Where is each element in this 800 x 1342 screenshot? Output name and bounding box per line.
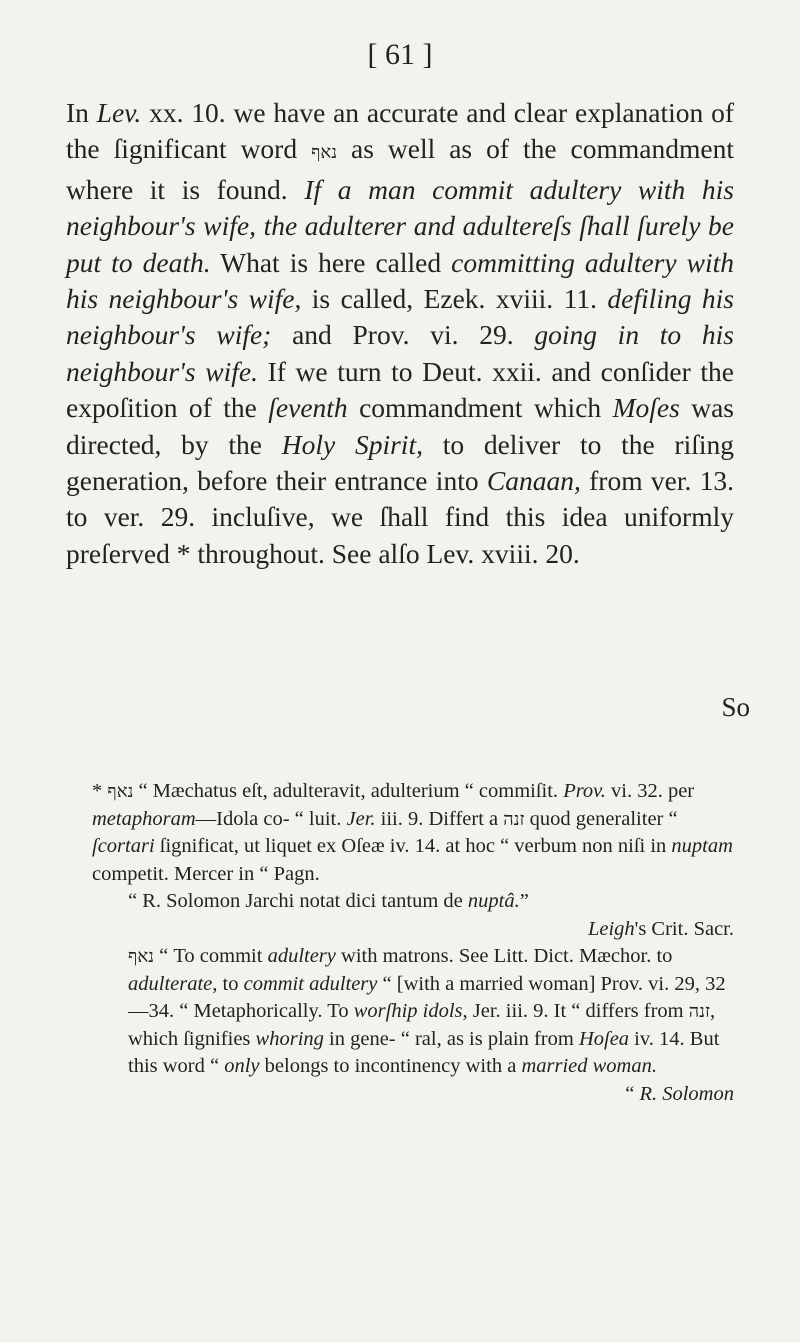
text-run: Moſes <box>612 392 680 424</box>
text-run: ſcortari <box>92 835 155 857</box>
text-run: from ver. 13. to ver. 29. incluſive, we ſhall find this idea uniformly preſerved * throughout. See alſo Lev. xviii. 20. <box>66 465 734 569</box>
text-run: , to <box>212 972 244 995</box>
text-run: “ Mæchatus eſt, adulteravit, adulterium “ commiſit. <box>133 780 564 802</box>
text-run: R. Solomon <box>639 1082 734 1105</box>
text-run: whoring <box>255 1027 324 1050</box>
text-run: adultery <box>267 945 336 967</box>
hebrew-word: נאף <box>128 946 154 967</box>
hebrew-word: זנה <box>503 808 525 830</box>
catchword: So <box>721 692 750 722</box>
footnote-source <box>92 916 734 944</box>
text-run: committing adultery with his neighbour's wife, <box>66 246 734 315</box>
text-run: Canaan, <box>486 465 581 497</box>
text-run: ſeventh <box>268 392 348 424</box>
text-run: only <box>224 1055 260 1077</box>
footnote <box>92 778 734 888</box>
text-run: was directed, by the <box>66 392 734 460</box>
text-run: iv. 14. But this word “ <box>128 1027 720 1077</box>
text-run: “ To commit <box>153 945 268 967</box>
text-run: as well as of the commandment where it is found. <box>66 133 734 205</box>
text-run: Holy Spirit, <box>281 428 423 460</box>
main-text <box>66 95 734 572</box>
text-run: Leigh <box>587 917 635 940</box>
text-run: “ [with a married woman] Prov. vi. 29, 32—34. “ Metaphorically. To <box>128 972 726 1022</box>
text-run: What is here called <box>210 246 452 278</box>
hebrew-word: זנה <box>688 1001 710 1022</box>
main-paragraph <box>66 95 734 572</box>
text-run: Prov. <box>563 780 606 802</box>
text-run: —Idola co- “ luit. <box>195 807 347 830</box>
text-run: ſignificat, ut liquet ex Oſeæ iv. 14. at hoc “ verbum non niſi in <box>154 835 672 857</box>
text-run: adulterate <box>128 972 213 995</box>
hebrew-word: נאף <box>107 781 134 802</box>
text-run: metaphoram <box>92 807 196 830</box>
hebrew-word: נאף <box>311 142 338 164</box>
text-run: , Jer. iii. 9. It “ differs from <box>462 1000 689 1022</box>
text-run: going in to his neighbour's wife. <box>66 319 734 387</box>
text-run: belongs to incontinency with a <box>259 1055 522 1077</box>
text-run: commandment which <box>347 392 613 424</box>
text-run: competit. Mercer in “ Pagn. <box>92 862 320 885</box>
text-run: is called, Ezek. xviii. 11. <box>301 283 608 315</box>
text-run: quod generaliter “ <box>524 807 678 830</box>
text-run: “ R. Solomon Jarchi notat dici tantum de <box>128 890 468 912</box>
text-run: iii. 9. Differt a <box>375 807 504 830</box>
text-run: If we turn to Deut. xxii. and conſider the expoſition of the <box>66 355 734 424</box>
text-run: worſhip idols <box>353 1000 463 1022</box>
text-run: to deliver to the riſing generation, before their entrance into <box>66 428 734 497</box>
text-run: in gene- “ ral, as is plain from <box>323 1027 579 1050</box>
text-run: In <box>66 97 89 128</box>
text-run: Jer. <box>346 807 376 830</box>
footnote <box>92 943 734 1081</box>
footnotes <box>92 778 734 1108</box>
text-run: commit adultery <box>243 972 378 995</box>
text-run: with matrons. See Litt. Dict. Mæchor. to <box>335 945 673 967</box>
text-run: * <box>92 780 108 802</box>
text-run: , which ſignifies <box>128 1000 716 1050</box>
text-run: 's Crit. Sacr. <box>634 917 734 940</box>
text-run: “ <box>625 1082 640 1105</box>
text-run: vi. 32. per <box>605 780 695 802</box>
text-run: nuptâ. <box>467 890 520 912</box>
text-run: ” <box>519 890 529 912</box>
text-run: nuptam <box>671 835 733 857</box>
text-run: If a man commit adultery with his neighbour's wife, the adulterer and adultereſs ſhall ſurely be put to death. <box>66 173 734 278</box>
text-run: xx. 10. we have an accurate and clear explanation of the ſignificant word <box>66 97 735 165</box>
text-run: Hoſea <box>578 1027 630 1050</box>
text-run: Lev. <box>96 97 142 128</box>
text-run: defiling his neighbour's wife; <box>66 283 734 351</box>
text-run: married woman. <box>521 1055 657 1077</box>
footnote-source <box>92 1081 734 1109</box>
text-run: and Prov. vi. 29. <box>271 319 535 351</box>
page-number: [ 61 ] <box>367 38 433 71</box>
footnote <box>92 888 734 916</box>
